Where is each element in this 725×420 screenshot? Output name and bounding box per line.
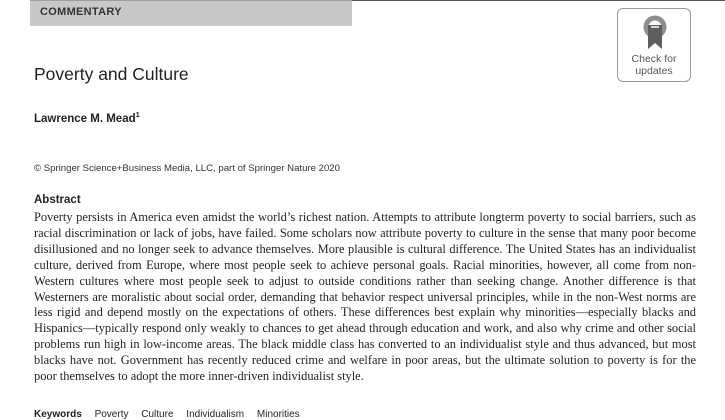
keywords-label: Keywords xyxy=(34,409,82,420)
keyword[interactable]: Culture xyxy=(141,409,174,420)
header-rule xyxy=(352,0,725,1)
keywords-line xyxy=(34,409,300,420)
crossmark-icon xyxy=(642,14,668,50)
keyword[interactable]: Minorities xyxy=(256,409,300,420)
keyword[interactable]: Individualism xyxy=(186,409,245,420)
author-name[interactable]: Lawrence M. Mead xyxy=(34,112,136,125)
abstract-body: Poverty persists in America even amidst the world’s richest nation. Attempts to attribute longterm poverty to social barriers, such as racial discrimination or lack of jobs, have failed. Some scholars now attribute poverty to culture in the sense that many poor become disillusioned and no longer seek to advance themselves. More plausible is cultural difference. The United States has an individualist culture, derived from Europe, where most people seek to achieve personal goals. Racial minorities, however, all come from non-Western cultures where most people seek to adjust to outside conditions rather than seeking change. Another difference is that Westerners are moralistic about social order, demanding that behavior respect universal principles, while in the non-West norms are less rigid and depend mostly on the expectations of others. These differences best explain why minorities—especially blacks and Hispanics—typically respond only weakly to chances to get ahead through education and work, and also why crime and other social problems run high in low-income areas. The black middle class has converted to an individualist style and thus advanced, but most blacks have not. Government has recently reduced crime and welfare in poor areas, but the ultimate solution to poverty is for the poor themselves to adopt the more inner-driven individualist style. xyxy=(34,210,696,384)
check-for-updates-badge[interactable] xyxy=(617,8,691,82)
section-label: COMMENTARY xyxy=(40,6,122,18)
section-bar xyxy=(30,0,352,26)
copyright-notice: © Springer Science+Business Media, LLC, part of Springer Nature 2020 xyxy=(34,163,340,174)
abstract-heading: Abstract xyxy=(34,194,81,206)
author-affiliation-ref[interactable]: 1 xyxy=(135,110,140,119)
badge-label: Check for updates xyxy=(631,53,677,77)
article-title: Poverty and Culture xyxy=(34,64,189,84)
author-line[interactable] xyxy=(34,110,140,125)
keyword[interactable]: Poverty xyxy=(94,409,129,420)
